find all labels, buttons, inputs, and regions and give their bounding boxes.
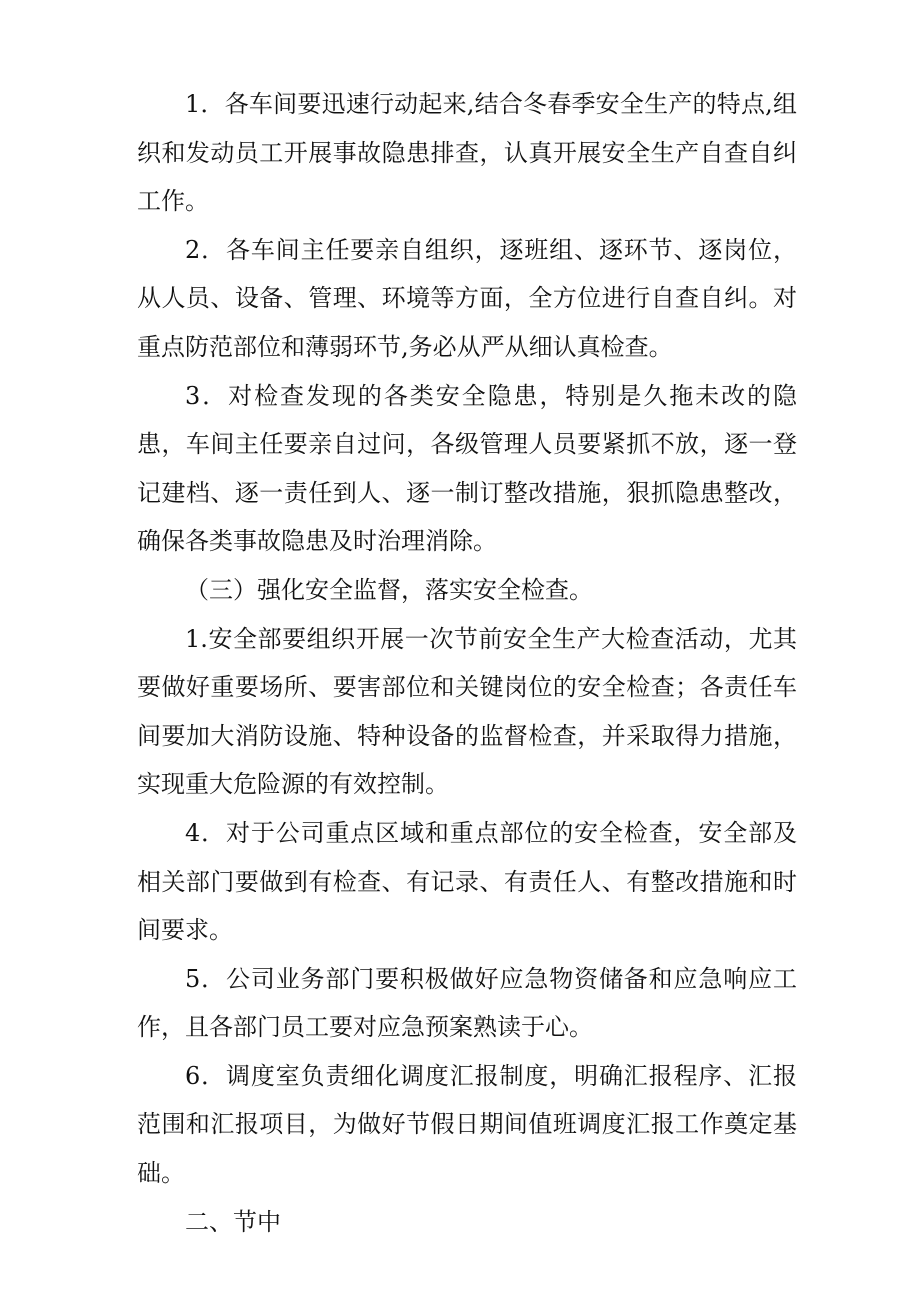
paragraph-5: 4．对于公司重点区域和重点部位的安全检查，安全部及相关部门要做到有检查、有记录、有责任人、有整改措施和时间要求。 [137, 818, 797, 945]
document-body [137, 80, 797, 1246]
paragraph-6: 5．公司业务部门要积极做好应急物资储备和应急响应工作，且各部门员工要对应急预案熟读于心。 [137, 964, 797, 1042]
paragraph-1: 1．各车间要迅速行动起来,结合冬春季安全生产的特点,组织和发动员工开展事故隐患排查，认真开展安全生产自查自纠工作。 [137, 90, 797, 216]
paragraph-3: 3．对检查发现的各类安全隐患，特别是久拖未改的隐患，车间主任要亲自过问，各级管理人员要紧抓不放，逐一登记建档、逐一责任到人、逐一制订整改措施，狠抓隐患整改，确保各类事故隐患及时治理消除。 [137, 381, 797, 556]
paragraph-2: 2．各车间主任要亲自组织，逐班组、逐环节、逐岗位，从人员、设备、管理、环境等方面，全方位进行自查自纠。对重点防范部位和薄弱环节,务必从严从细认真检查。 [137, 235, 797, 361]
paragraph-4: 1.安全部要组织开展一次节前安全生产大检查活动，尤其要做好重要场所、要害部位和关键岗位的安全检查；各责任车间要加大消防设施、特种设备的监督检查，并采取得力措施，实现重大危险源的有效控制。 [137, 624, 797, 799]
section-heading-3: （三）强化安全监督，落实安全检查。 [185, 575, 593, 604]
section-heading-2: 二、节中 [185, 1207, 281, 1236]
paragraph-7: 6．调度室负责细化调度汇报制度，明确汇报程序、汇报范围和汇报项目，为做好节假日期间值班调度汇报工作奠定基础。 [137, 1061, 797, 1188]
